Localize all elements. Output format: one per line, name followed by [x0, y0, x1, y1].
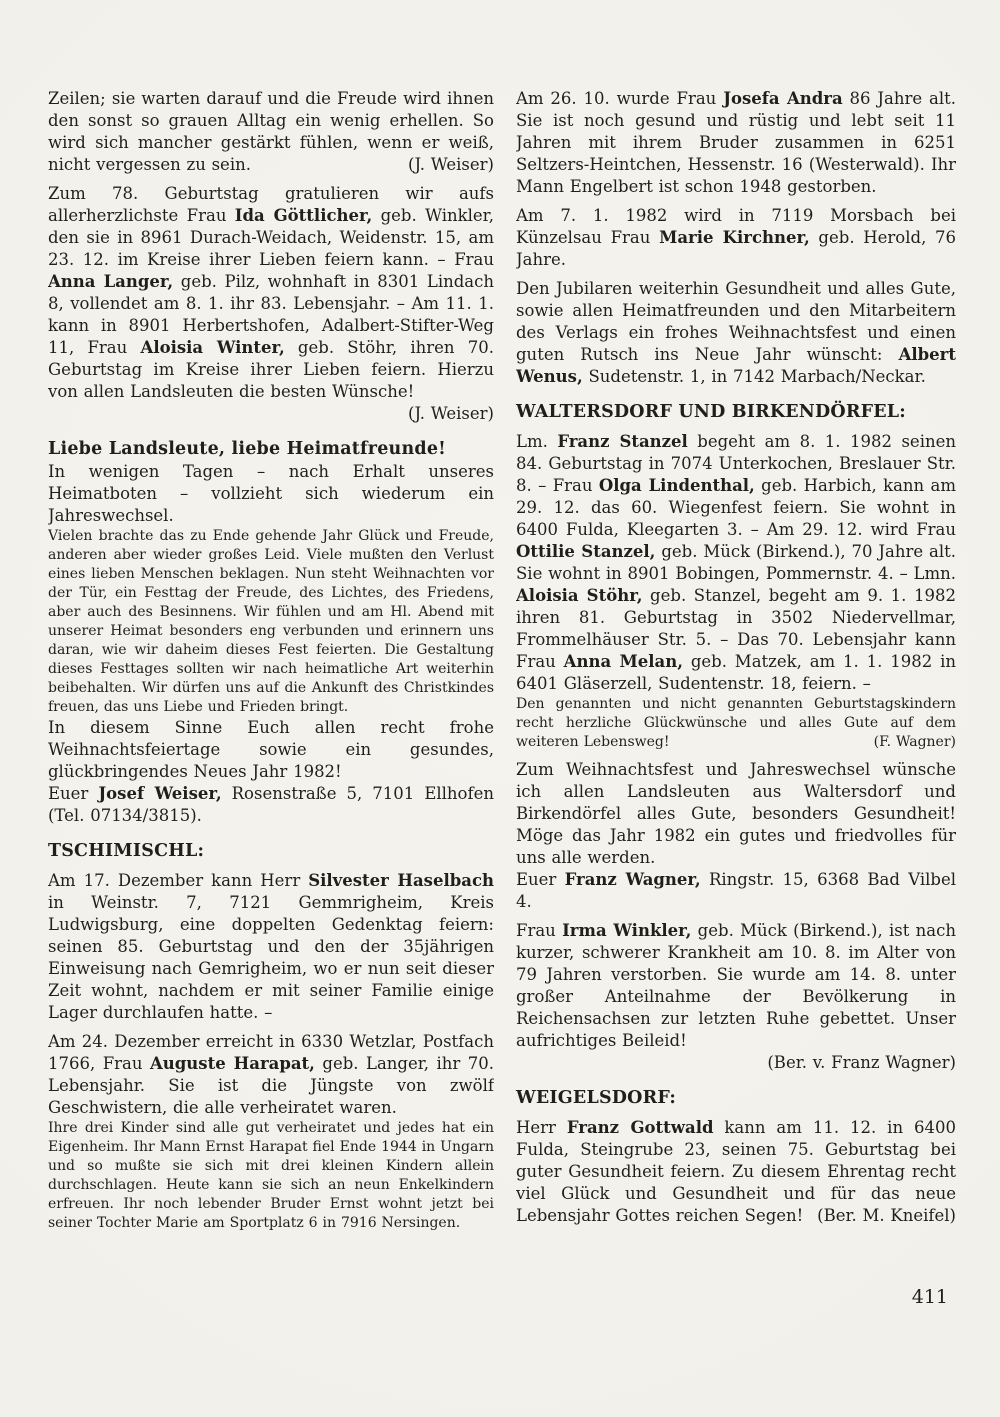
paragraph: Am 7. 1. 1982 wird in 7119 Morsbach bei Künzelsau Frau Marie Kirchner, geb. Herold, 76 Jahre.	[516, 206, 956, 269]
paragraph: Am 26. 10. wurde Frau Josefa Andra 86 Jahre alt. Sie ist noch gesund und rüstig und lebt seit 11 Jahren mit ihrem Bruder zusammen in 6251 Seltzers-Heintchen, Hessenstr. 16 (Westerwald). Ihr Mann Engelbert ist schon 1948 gestorben.	[516, 89, 956, 196]
person-name: Olga Lindenthal,	[598, 476, 755, 495]
signature: (Ber. M. Kneifel)	[817, 1206, 956, 1225]
paragraph: Am 17. Dezember kann Herr Silvester Haselbach in Weinstr. 7, 7121 Gemmrigheim, Kreis Ludwigsburg, eine doppelten Gedenktag feiern: seinen 85. Geburtstag und den der 35jährigen Einweisung nach Gemrigheim, wo er nun seit dieser Zeit wohnt, nachdem er mit seiner Familie einige Lager durchlaufen hatte. –	[48, 871, 494, 1022]
section-heading: Liebe Landsleute, liebe Heimatfreunde!	[48, 439, 447, 459]
person-name: Franz Stanzel	[557, 432, 688, 451]
person-name: Anna Melan,	[563, 652, 683, 671]
signature: (J. Weiser)	[408, 404, 494, 423]
person-name: Marie Kirchner,	[659, 228, 810, 247]
paragraph: Zum 78. Geburtstag gratulieren wir aufs allerherzlichste Frau Ida Göttlicher, geb. Winkler, den sie in 8961 Durach-Weidach, Weidenstr. 15, am 23. 12. im Kreise ihrer Lieben feiern kann. – Frau Anna Langer, geb. Pilz, wohnhaft in 8301 Lindach 8, vollendet am 8. 1. ihr 83. Lebensjahr. – Am 11. 1. kann in 8901 Herbertshofen, Adalbert-Stifter-Weg 11, Frau Aloisia Winter, geb. Stöhr, ihren 70. Geburtstag im Kreise ihrer Lieben feiern. Hierzu von allen Landsleuten die besten Wünsche! (J. Weiser)	[48, 184, 494, 423]
paragraph: Ihre drei Kinder sind alle gut verheiratet und jedes hat ein Eigenheim. Ihr Mann Ernst Harapat fiel Ende 1944 in Ungarn und so mußte sie sich mit drei kleinen Kindern allein durchschlagen. Heute kann sie sich an neun Enkelkindern erfreuen. Ihr noch lebender Bruder Ernst wohnt jetzt bei seiner Tochter Marie am Sportplatz 6 in 7916 Nersingen.	[48, 1120, 494, 1231]
section-heading: WEIGELSDORF:	[516, 1088, 677, 1108]
person-name: Albert Wenus,	[516, 345, 956, 386]
person-name: Franz Wagner,	[564, 870, 701, 889]
person-name: Ida Göttlicher,	[234, 206, 373, 225]
person-name: Anna Langer,	[48, 272, 174, 291]
signature: (J. Weiser)	[408, 155, 494, 174]
left-column	[48, 88, 494, 1233]
person-name: Josef Weiser,	[98, 784, 222, 803]
section-heading: TSCHIMISCHL:	[48, 841, 205, 861]
person-name: Franz Gottwald	[566, 1118, 714, 1137]
paragraph: Den Jubilaren weiterhin Gesundheit und alles Gute, sowie allen Heimatfreunden und den Mitarbeitern des Verlags ein frohes Weihnachtsfest und einen guten Rutsch ins Neue Jahr wünscht: Albert Wenus, Sudetenstr. 1, in 7142 Marbach/Neckar.	[516, 279, 956, 386]
paragraph: Herr Franz Gottwald kann am 11. 12. in 6400 Fulda, Steingrube 23, seinen 75. Geburtstag bei guter Gesundheit feiern. Zu diesem Ehrentag recht viel Glück und Gesundheit und für das neue Lebensjahr Gottes reichen Segen! (Ber. M. Kneifel)	[516, 1118, 956, 1225]
paragraph: Den genannten und nicht genannten Geburtstagskindern recht herzliche Glückwünsche und alles Gute auf dem weiteren Lebensweg! (F. Wagner)	[516, 696, 956, 750]
signature: (F. Wagner)	[873, 734, 956, 750]
person-name: Josefa Andra	[723, 89, 843, 108]
person-name: Aloisia Winter,	[140, 338, 285, 357]
page-number: 411	[911, 1286, 948, 1308]
paragraph: In diesem Sinne Euch allen recht frohe Weihnachtsfeiertage sowie ein gesundes, glückbringendes Neues Jahr 1982! Euer Josef Weiser, Rosenstraße 5, 7101 Ellhofen (Tel. 07134/3815).	[48, 718, 494, 825]
person-name: Auguste Harapat,	[149, 1054, 315, 1073]
person-name: Silvester Haselbach	[308, 871, 494, 890]
person-name: Aloisia Stöhr,	[516, 586, 643, 605]
paragraph: Frau Irma Winkler, geb. Mück (Birkend.), ist nach kurzer, schwerer Krankheit am 10. 8. im Alter von 79 Jahren verstorben. Sie wurde am 14. 8. unter großer Anteilnahme der Bevölkerung in Reichensachsen zur letzten Ruhe gebettet. Unser aufrichtiges Beileid!	[516, 921, 956, 1050]
person-name: Irma Winkler,	[562, 921, 692, 940]
paragraph: Lm. Franz Stanzel begeht am 8. 1. 1982 seinen 84. Geburtstag in 7074 Unterkochen, Breslauer Str. 8. – Frau Olga Lindenthal, geb. Harbich, kann am 29. 12. das 60. Wiegenfest feiern. Sie wohnt in 6400 Fulda, Kleegarten 3. – Am 29. 12. wird Frau Ottilie Stanzel, geb. Mück (Birkend.), 70 Jahre alt. Sie wohnt in 8901 Bobingen, Pommernstr. 4. – Lmn. Aloisia Stöhr, geb. Stanzel, begeht am 9. 1. 1982 ihren 81. Geburtstag in 3502 Niedervellmar, Frommelhäuser Str. 5. – Das 70. Lebensjahr kann Frau Anna Melan, geb. Matzek, am 1. 1. 1982 in 6401 Gläserzell, Sudentenstr. 18, feiern. –	[516, 432, 956, 693]
paragraph: Vielen brachte das zu Ende gehende Jahr Glück und Freude, anderen aber wieder großes Leid. Viele mußten den Verlust eines lieben Menschen beklagen. Nun steht Weihnachten vor der Tür, ein Festtag der Freude, des Lichtes, des Friedens, aber auch des Besinnens. Wir fühlen und am Hl. Abend mit unserer Heimat besonders eng verbunden und erinnern uns daran, wie wir daheim dieses Fest feierten. Die Gestaltung dieses Festtages sollten wir nach heimatliche Art weiterhin beibehalten. Wir dürfen uns auf die Ankunft des Christkindes freuen, das uns Liebe und Frieden bringt.	[48, 528, 494, 715]
paragraph: Am 24. Dezember erreicht in 6330 Wetzlar, Postfach 1766, Frau Auguste Harapat, geb. Langer, ihr 70. Lebensjahr. Sie ist die Jüngste von zwölf Geschwistern, die alle verheiratet waren.	[48, 1032, 494, 1117]
paragraph: In wenigen Tagen – nach Erhalt unseres Heimatboten – vollzieht sich wiederum ein Jahreswechsel.	[48, 462, 494, 525]
section-heading: WALTERSDORF UND BIRKENDÖRFEL:	[516, 402, 906, 422]
paragraph: Zeilen; sie warten darauf und die Freude wird ihnen den sonst so grauen Alltag ein wenig erhellen. So wird sich mancher gestärkt fühlen, wenn er weiß, nicht vergessen zu sein. (J. Weiser)	[48, 89, 494, 174]
paragraph: (Ber. v. Franz Wagner)	[767, 1053, 956, 1072]
right-column	[516, 88, 956, 1233]
paragraph: Zum Weihnachtsfest und Jahreswechsel wünsche ich allen Landsleuten aus Waltersdorf und Birkendörfel alles Gute, besonders Gesundheit! Möge das Jahr 1982 ein gutes und friedvolles für uns alle werden. Euer Franz Wagner, Ringstr. 15, 6368 Bad Vilbel 4.	[516, 760, 956, 911]
person-name: Ottilie Stanzel,	[516, 542, 656, 561]
